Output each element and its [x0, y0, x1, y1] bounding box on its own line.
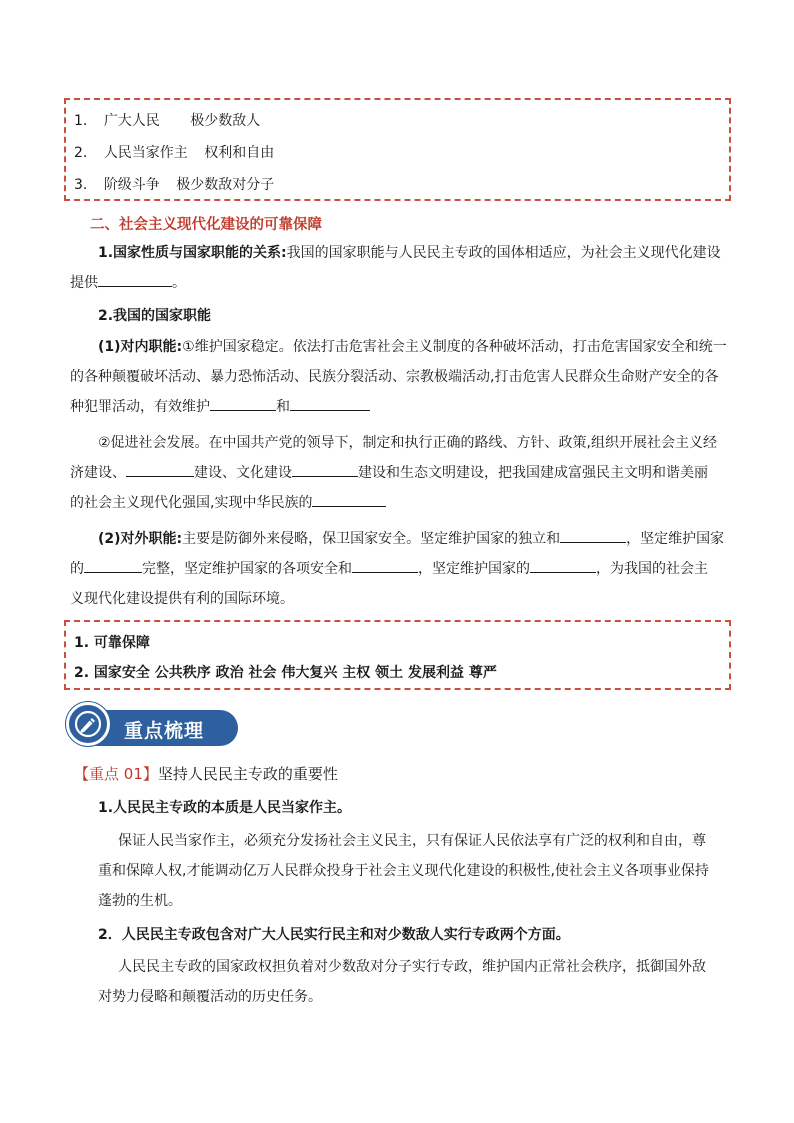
para-text: 的社会主义现代化强国,实现中华民族的 [70, 495, 313, 511]
fill-blank[interactable] [530, 558, 596, 573]
fill-blank[interactable] [292, 462, 358, 477]
answer-text: 人民当家作主 [103, 145, 188, 161]
fill-blank[interactable] [210, 396, 276, 411]
fill-blank[interactable] [98, 272, 172, 287]
answer-number: 2. [74, 145, 88, 161]
para-text: 完整，坚定维护国家的各项安全和 [142, 561, 352, 577]
para-text: ，坚定维护国家 [626, 531, 725, 547]
fill-blank[interactable] [352, 558, 418, 573]
fill-blank[interactable] [126, 462, 194, 477]
banner-label: 重点梳理 [124, 720, 205, 742]
para-text: 主要是防御外来侵略，保卫国家安全。坚定维护国家的独立和 [182, 531, 561, 547]
para-text: 提供 [70, 275, 98, 291]
para-text: 的各种颠覆破坏活动、暴力恐怖活动、民族分裂活动、宗教极端活动,打击危害人民群众生命财产安全的各 [70, 369, 719, 385]
para-text: 义现代化建设提供有利的国际环境。 [70, 591, 294, 607]
key-point-p1 [70, 826, 730, 916]
answer-line-3 [74, 174, 274, 194]
fill-blank[interactable] [290, 396, 370, 411]
pencil-icon [66, 702, 110, 746]
answer-number: 1. [74, 113, 88, 129]
functions-heading [70, 301, 730, 331]
fill-blank[interactable] [84, 558, 142, 573]
key-point-h2 [70, 920, 730, 950]
para-heading: 1.国家性质与国家职能的关系: [98, 245, 287, 261]
answer-text: 阶级斗争 [103, 177, 160, 193]
para-text: 我国的国家职能与人民民主专政的国体相适应，为社会主义现代化建设 [286, 245, 721, 261]
key-point-heading: 坚持人民民主专政的重要性 [157, 765, 338, 783]
internal-functions-paragraph [70, 332, 730, 422]
answer-line-1 [74, 110, 260, 130]
para-text: 保证人民当家作主，必须充分发扬社会主义民主，只有保证人民依法享有广泛的权利和自由，尊 [118, 833, 706, 849]
answer-number: 3. [74, 177, 88, 193]
para-text: 的 [70, 561, 84, 577]
external-functions-paragraph [70, 524, 730, 614]
answer-box-2 [64, 620, 731, 690]
key-point-p2 [70, 952, 730, 1012]
key-point-title [74, 763, 338, 784]
relationship-paragraph [70, 238, 730, 298]
section-title: 二、社会主义现代化建设的可靠保障 [90, 217, 322, 233]
para-heading: (2)对外职能: [98, 531, 183, 547]
para-heading: (1)对内职能: [98, 339, 183, 355]
para-heading: 2.我国的国家职能 [98, 308, 212, 324]
para-text: ②促进社会发展。在中国共产党的领导下，制定和执行正确的路线、方针、政策,组织开展社会主义经 [98, 435, 717, 451]
para-text: 人民民主专政的国家政权担负着对少数敌对分子实行专政，维护国内正常社会秩序，抵御国外敌 [118, 959, 706, 975]
key-points-banner [66, 702, 238, 746]
answer-line-2 [74, 142, 274, 162]
bracket: 【 [74, 765, 90, 783]
para-text: 建设、文化建设 [194, 465, 292, 481]
para-text: 对势力侵略和颠覆活动的历史任务。 [98, 989, 322, 1005]
fill-blank[interactable] [560, 528, 626, 543]
fill-blank[interactable] [312, 492, 386, 507]
para-text: ，为我国的社会主 [596, 561, 708, 577]
para-text: 建设和生态文明建设，把我国建成富强民主文明和谐美丽 [358, 465, 708, 481]
answer-text: 极少数敌对分子 [176, 177, 275, 193]
key-point-h1 [70, 793, 730, 823]
answer-line-1: 1. 可靠保障 [74, 635, 150, 651]
para-text: 。 [172, 275, 186, 291]
para-text: ①维护国家稳定。依法打击危害社会主义制度的各种破坏活动，打击危害国家安全和统一 [182, 339, 727, 355]
para-text: 重和保障人权,才能调动亿万人民群众投身于社会主义现代化建设的积极性,使社会主义各项事业保持 [98, 863, 709, 879]
answer-box-1 [64, 98, 731, 201]
para-text: 蓬勃的生机。 [98, 893, 182, 909]
para-heading: 1.人民民主专政的本质是人民当家作主。 [98, 800, 352, 816]
para-text: 种犯罪活动，有效维护 [70, 399, 210, 415]
answer-text: 极少数敌人 [190, 113, 261, 129]
development-paragraph [70, 428, 730, 518]
para-text: 和 [276, 399, 290, 415]
para-heading: 2．人民民主专政包含对广大人民实行民主和对少数敌人实行专政两个方面。 [98, 927, 570, 943]
answer-text: 权利和自由 [204, 145, 275, 161]
key-point-tag: 重点 01 [89, 765, 143, 783]
para-text: ，坚定维护国家的 [418, 561, 530, 577]
answer-line-2: 2. 国家安全 公共秩序 政治 社会 伟大复兴 主权 领土 发展利益 尊严 [74, 665, 497, 681]
answer-text: 广大人民 [103, 113, 160, 129]
bracket: 】 [142, 765, 158, 783]
para-text: 济建设、 [70, 465, 126, 481]
